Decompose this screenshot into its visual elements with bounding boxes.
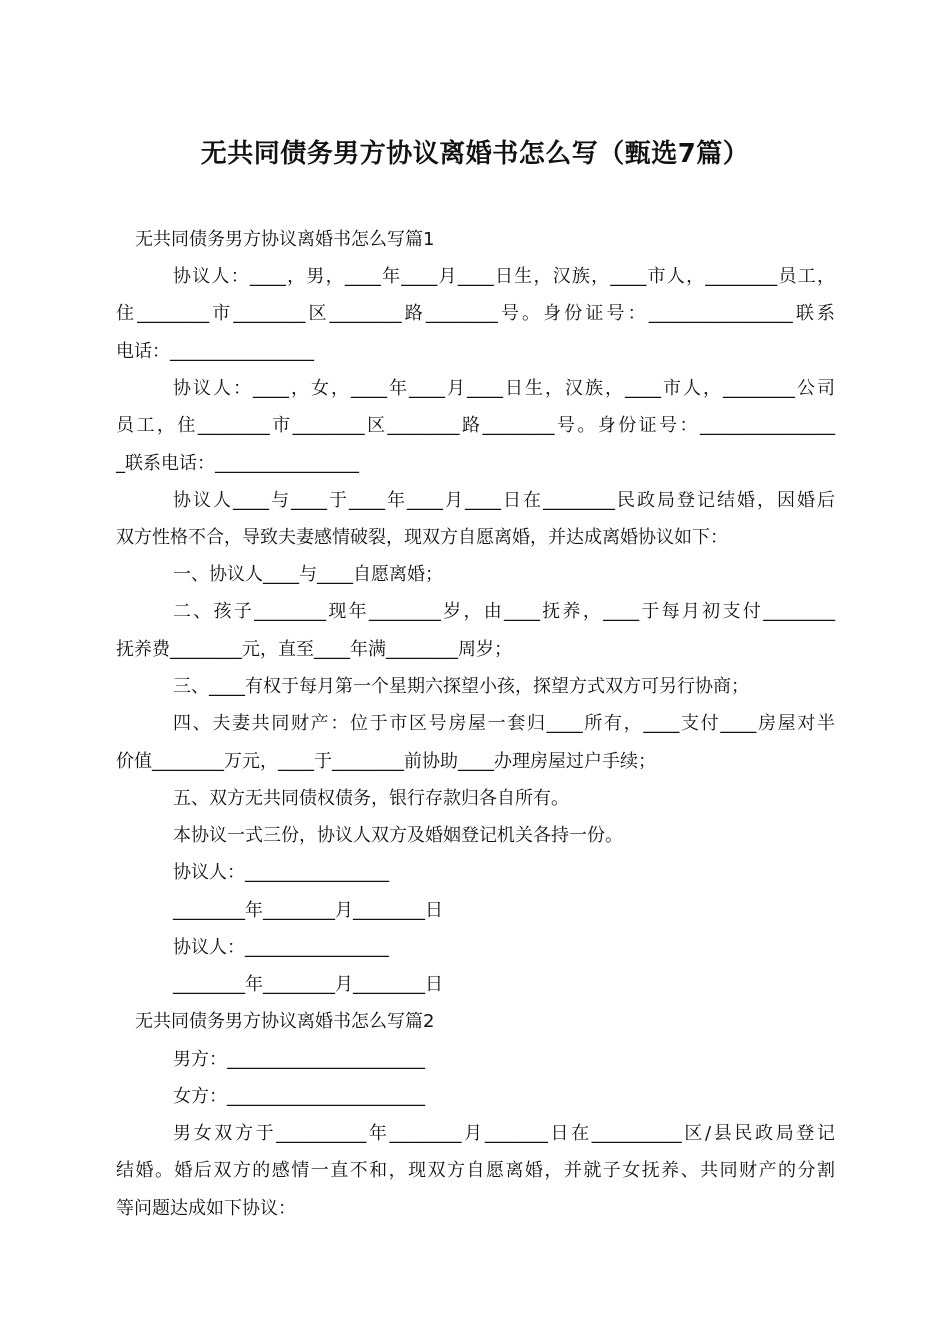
paragraph-line: 协议人____与____于____年____月____日在________民政局登记结婚，因婚后 [173,490,835,511]
signature-line: 协议人：________________ [173,937,389,958]
section-heading-1: 无共同债务男方协议离婚书怎么写篇1 [135,229,435,250]
document-title: 无共同债务男方协议离婚书怎么写（甄选7篇） [200,139,750,169]
paragraph-line: 电话：________________ [116,341,314,362]
paragraph-line: 双方性格不合，导致夫妻感情破裂，现双方自愿离婚，并达成离婚协议如下： [116,527,728,548]
section-heading-2: 无共同债务男方协议离婚书怎么写篇2 [135,1011,435,1032]
paragraph-line: 协议人：____，女，____年____月____日生，汉族，____市人，________公司 [173,378,835,399]
clause-line: 四、夫妻共同财产：位于市区号房屋一套归____所有，____支付____房屋对半 [173,713,835,734]
clause-line: 二、孩子________现年________岁，由____抚养，____于每月初支付________ [173,601,835,622]
signature-line: 协议人：________________ [173,862,389,883]
clause-line: 五、双方无共同债权债务，银行存款归各自所有。 [173,788,569,809]
clause-line: 三、____有权于每月第一个星期六探望小孩，探望方式双方可另行协商； [173,676,749,697]
party-line: 男方：______________________ [173,1049,425,1070]
paragraph-line: 员工，住________市________区________路________号。身份证号：_______________ [116,415,835,436]
paragraph-line: 本协议一式三份，协议人双方及婚姻登记机关各持一份。 [173,825,623,846]
date-line: ________年________月________日 [173,974,443,995]
date-line: ________年________月________日 [173,900,443,921]
paragraph-line: 住________市________区________路________号。身份证号：________________联系 [116,303,835,324]
party-line: 女方：______________________ [173,1086,425,1107]
paragraph-line: 等问题达成如下协议： [116,1198,296,1219]
paragraph-line: 男女双方于__________年________月_______日在__________区/县民政局登记 [173,1123,835,1144]
clause-line: 抚养费________元，直至____年满________周岁； [116,639,512,660]
paragraph-line: _联系电话：________________ [116,453,359,474]
clause-line: 一、协议人____与____自愿离婚； [173,564,443,585]
paragraph-line: 结婚。婚后双方的感情一直不和，现双方自愿离婚，并就子女抚养、共同财产的分割 [116,1160,835,1181]
paragraph-line: 协议人：____，男，____年____月____日生，汉族，____市人，________员工， [173,266,835,287]
clause-line: 价值________万元，____于________前协助____办理房屋过户手续； [116,751,656,772]
